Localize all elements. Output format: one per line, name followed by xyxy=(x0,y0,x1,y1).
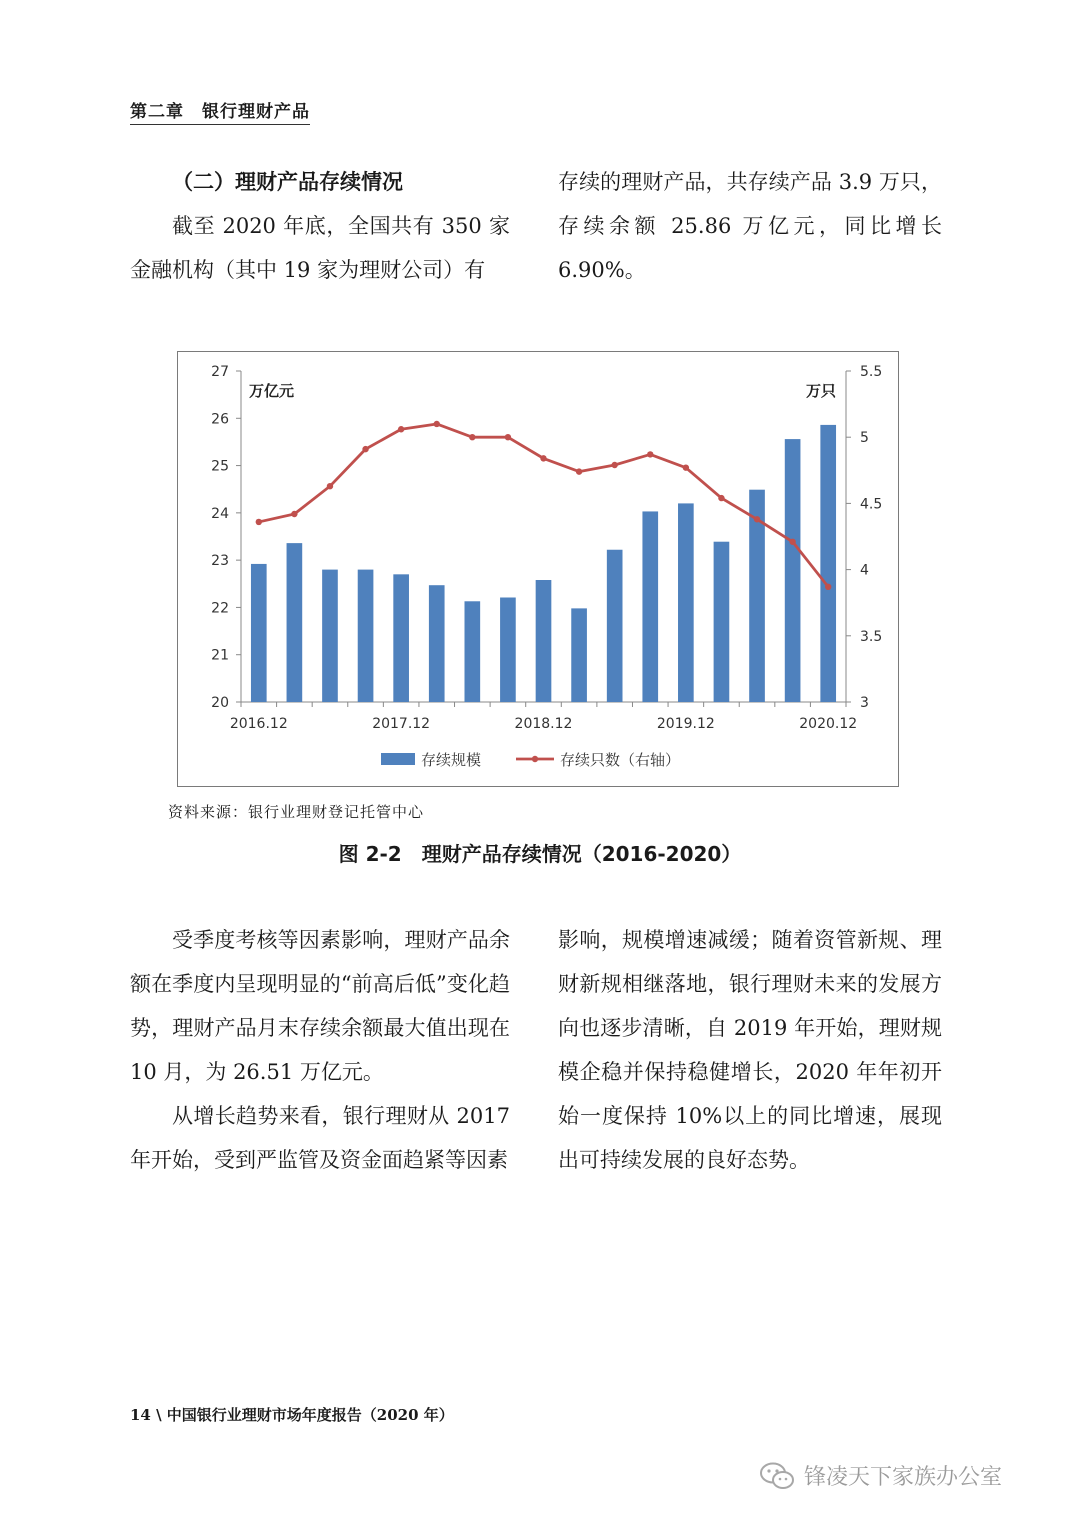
page-footer: 14 \ 中国银行业理财市场年度报告（2020 年） xyxy=(130,1406,454,1424)
y-right-tick-label: 4 xyxy=(860,562,869,579)
y-left-tick-label: 20 xyxy=(211,695,229,711)
line-point-2019.12 xyxy=(683,464,689,470)
line-point-2017.12 xyxy=(398,426,404,432)
y-left-tick-label: 23 xyxy=(211,553,229,570)
line-point-2018.09 xyxy=(505,434,511,440)
y-right-tick-label: 5.5 xyxy=(860,364,883,380)
bar-2017.12 xyxy=(393,574,409,702)
x-tick-label: 2019.12 xyxy=(656,716,715,732)
watermark-text: 锋凌天下家族办公室 xyxy=(804,1465,1003,1490)
bar-2019.03 xyxy=(571,608,587,702)
line-point-2017.03 xyxy=(291,511,297,517)
line-point-2017.09 xyxy=(362,446,368,452)
bar-2019.12 xyxy=(678,503,694,702)
y-left-tick-label: 24 xyxy=(211,505,229,522)
bar-2019.06 xyxy=(607,550,623,702)
y-left-tick-label: 26 xyxy=(211,411,229,428)
y-left-tick-label: 22 xyxy=(211,600,229,617)
section-paragraph-right: 存续的理财产品，共存续产品 3.9 万只，存续余额 25.86 万亿元，同比增长 6.90%。 xyxy=(558,170,942,282)
x-tick-label: 2018.12 xyxy=(514,716,573,732)
bar-2020.09 xyxy=(785,439,801,702)
body-paragraph-1: 受季度考核等因素影响，理财产品余额在季度内呈现明显的“前高后低”变化趋势，理财产品月末存续余额最大值出现在 10 月，为 26.51 万亿元。 xyxy=(130,928,510,1084)
figure-caption: 图 2-2 理财产品存续情况（2016-2020） xyxy=(338,842,742,866)
line-point-2016.12 xyxy=(256,519,262,525)
section-left-column xyxy=(130,160,510,292)
line-point-2018.12 xyxy=(540,455,546,461)
line-point-2019.06 xyxy=(611,462,617,468)
y-right-unit-label: 万只 xyxy=(805,382,836,400)
y-left-tick-label: 27 xyxy=(211,364,229,380)
source-note: 资料来源：银行业理财登记托管中心 xyxy=(168,803,425,821)
line-point-2018.03 xyxy=(434,421,440,427)
chart-svg xyxy=(178,352,898,786)
section-paragraph-left: 截至 2020 年底，全国共有 350 家金融机构（其中 19 家为理财公司）有 xyxy=(130,214,510,282)
y-right-tick-label: 4.5 xyxy=(860,496,883,513)
y-right-tick-label: 3 xyxy=(860,695,869,711)
line-point-2020.03 xyxy=(718,495,724,501)
legend-swatch-point xyxy=(532,756,538,762)
line-point-2020.12 xyxy=(825,584,831,590)
bar-2017.06 xyxy=(322,570,338,702)
section-title: （二）理财产品存续情况 xyxy=(172,169,403,194)
legend-label-bar: 存续规模 xyxy=(421,751,482,769)
body-right-column xyxy=(558,918,942,1182)
bar-2020.12 xyxy=(820,425,836,702)
y-left-tick-label: 21 xyxy=(211,647,229,664)
bar-2018.03 xyxy=(429,585,445,702)
body-paragraph-3: 影响，规模增速减缓；随着资管新规、理财新规相继落地，银行理财未来的发展方向也逐步清晰，自 2019 年开始，理财规模企稳并保持稳健增长，2020 年年初开始一度保持 10%以上的同比增速，展现出可持续发展的良好态势。 xyxy=(558,928,942,1172)
line-series-count xyxy=(259,424,828,587)
line-point-2017.06 xyxy=(327,483,333,489)
bar-2017.03 xyxy=(287,543,303,702)
legend-swatch-bar xyxy=(381,753,415,765)
chart-frame xyxy=(177,351,899,787)
bar-2020.03 xyxy=(714,542,730,702)
x-tick-label: 2016.12 xyxy=(229,716,288,732)
y-left-tick-label: 25 xyxy=(211,458,229,475)
x-tick-label: 2020.12 xyxy=(799,716,858,732)
body-left-column xyxy=(130,918,510,1182)
chapter-header: 第二章 银行理财产品 xyxy=(130,97,310,125)
legend-label-line: 存续只数（右轴） xyxy=(560,751,681,769)
line-point-2019.09 xyxy=(647,451,653,457)
section-right-column xyxy=(558,160,942,292)
y-left-unit-label: 万亿元 xyxy=(249,382,295,400)
body-paragraph-2: 从增长趋势来看，银行理财从 2017 年开始，受到严监管及资金面趋紧等因素 xyxy=(130,1104,510,1172)
line-point-2018.06 xyxy=(469,434,475,440)
bar-2016.12 xyxy=(251,564,267,702)
bar-2017.09 xyxy=(358,570,374,702)
bar-2019.09 xyxy=(642,511,658,702)
bar-2018.09 xyxy=(500,597,516,702)
bar-2018.06 xyxy=(464,601,480,702)
y-right-tick-label: 5 xyxy=(860,430,869,447)
watermark xyxy=(760,1460,1002,1491)
line-point-2020.09 xyxy=(789,539,795,545)
line-point-2020.06 xyxy=(754,516,760,522)
y-right-tick-label: 3.5 xyxy=(860,628,883,645)
bar-2018.12 xyxy=(536,580,552,702)
line-point-2019.03 xyxy=(576,468,582,474)
x-tick-label: 2017.12 xyxy=(372,716,431,732)
wechat-icon xyxy=(760,1462,794,1490)
